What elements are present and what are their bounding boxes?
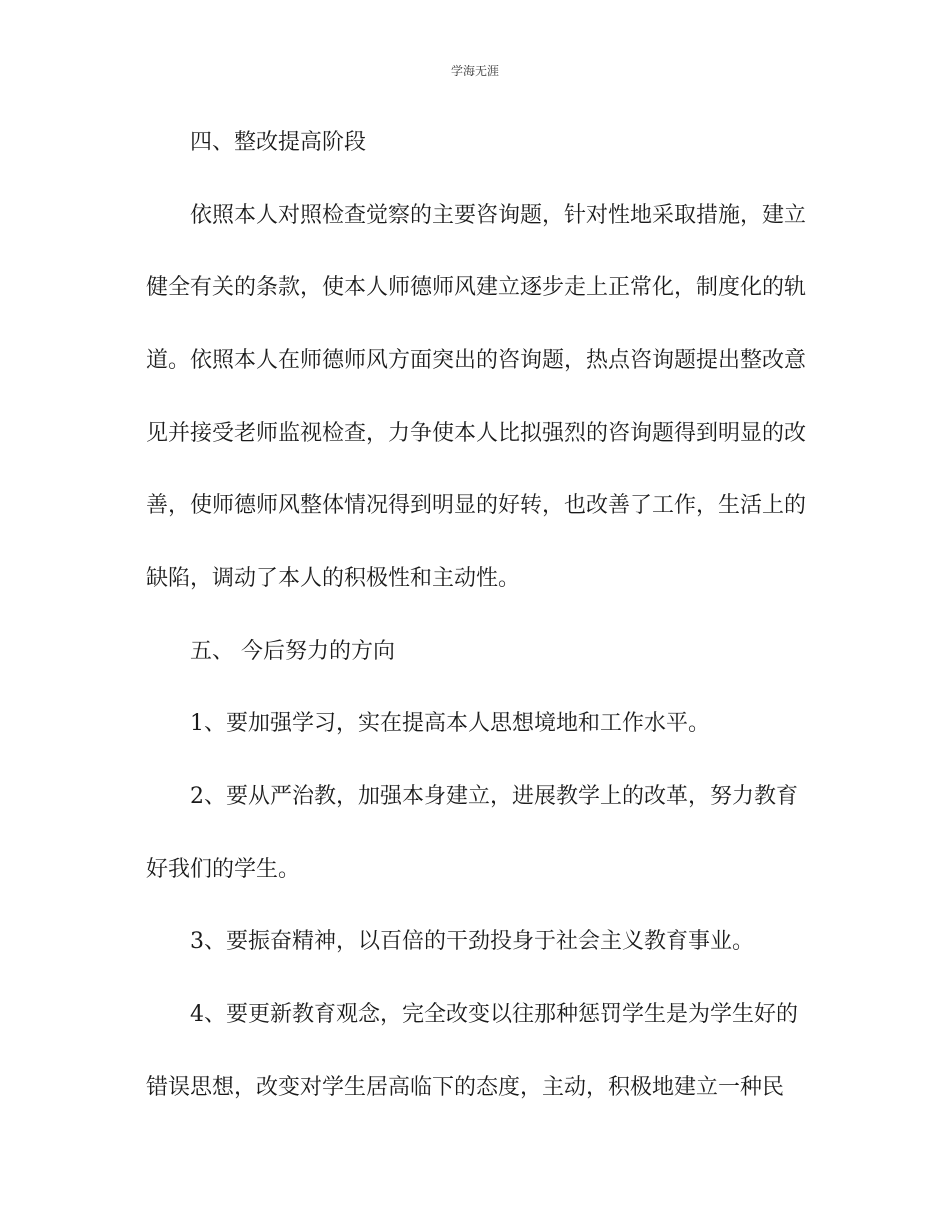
section-heading-4: 四、整改提高阶段 xyxy=(190,130,367,155)
paragraph-line: 见并接受老师监视检查，力争使本人比拟强烈的咨询题得到明显的改 xyxy=(146,421,807,446)
paragraph-line: 善，使师德师风整体情况得到明显的好转，也改善了工作，生活上的 xyxy=(146,493,807,518)
list-item-4: 4、要更新教育观念，完全改变以往那种惩罚学生是为学生好的 xyxy=(190,1002,798,1027)
page-header: 学海无涯 xyxy=(450,64,499,78)
list-item-1: 1、要加强学习，实在提高本人思想境地和工作水平。 xyxy=(190,711,710,736)
list-item-3: 3、要振奋精神，以百倍的干劲投身于社会主义教育事业。 xyxy=(190,929,754,954)
list-item-2: 2、要从严治教，加强本身建立，进展教学上的改革，努力教育 xyxy=(190,784,798,809)
paragraph-line: 好我们的学生。 xyxy=(146,857,301,882)
paragraph-line: 道。依照本人在师德师风方面突出的咨询题，热点咨询题提出整改意 xyxy=(146,348,807,373)
paragraph-line: 错误思想，改变对学生居高临下的态度，主动，积极地建立一种民 xyxy=(146,1075,785,1100)
paragraph-line: 依照本人对照检查觉察的主要咨询题，针对性地采取措施，建立 xyxy=(190,203,807,228)
paragraph-line: 缺陷，调动了本人的积极性和主动性。 xyxy=(146,566,521,591)
section-heading-5: 五、 今后努力的方向 xyxy=(190,639,395,664)
paragraph-line: 健全有关的条款，使本人师德师风建立逐步走上正常化，制度化的轨 xyxy=(146,275,807,300)
